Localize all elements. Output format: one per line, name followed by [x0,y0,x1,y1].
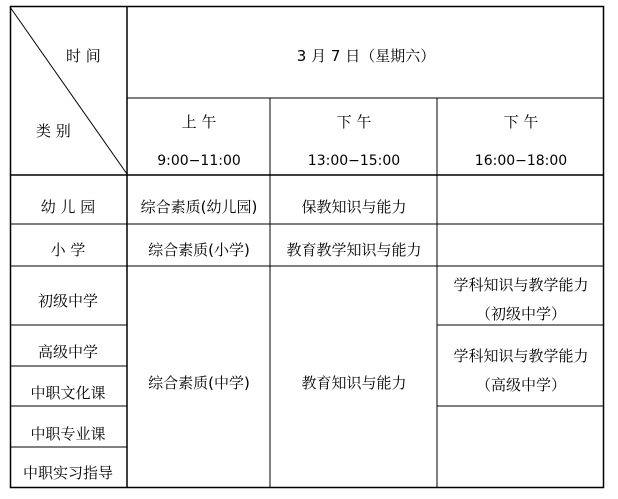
session-1-time: 9:00−11:00 [157,153,241,169]
session-3-name: 下 午 [503,113,539,131]
session-3-time: 16:00−18:00 [474,153,568,169]
cell-junior-high-s3-line2: （初级中学） [475,305,567,323]
cell-primary-s2: 教育教学知识与能力 [286,241,422,259]
cell-junior-high-s3-line1: 学科知识与教学能力 [453,276,589,294]
header-time-label: 时 间 [66,47,101,65]
cell-kindergarten-s2: 保教知识与能力 [301,198,407,216]
cell-kindergarten-s1: 综合素质(幼儿园) [140,198,258,216]
category-vocational-professional: 中职专业课 [30,425,106,443]
cell-middle-school-s1: 综合素质(中学) [148,374,250,392]
category-kindergarten: 幼 儿 园 [40,198,96,216]
session-1-name: 上 午 [181,113,217,131]
category-vocational-culture: 中职文化课 [30,384,106,402]
category-junior-high: 初级中学 [37,292,99,310]
session-2-time: 13:00−15:00 [307,153,401,169]
cell-senior-high-s3-line1: 学科知识与教学能力 [453,347,589,365]
header-category-label: 类 别 [36,122,71,140]
category-primary: 小 学 [50,241,86,259]
cell-middle-school-s2: 教育知识与能力 [301,374,407,392]
category-senior-high: 高级中学 [37,343,99,361]
exam-date: 3 月 7 日（星期六） [296,47,436,65]
cell-senior-high-s3-line2: （高级中学） [475,376,567,394]
category-vocational-internship: 中职实习指导 [22,464,114,482]
session-2-name: 下 午 [336,113,372,131]
cell-primary-s1: 综合素质(小学) [148,241,250,259]
